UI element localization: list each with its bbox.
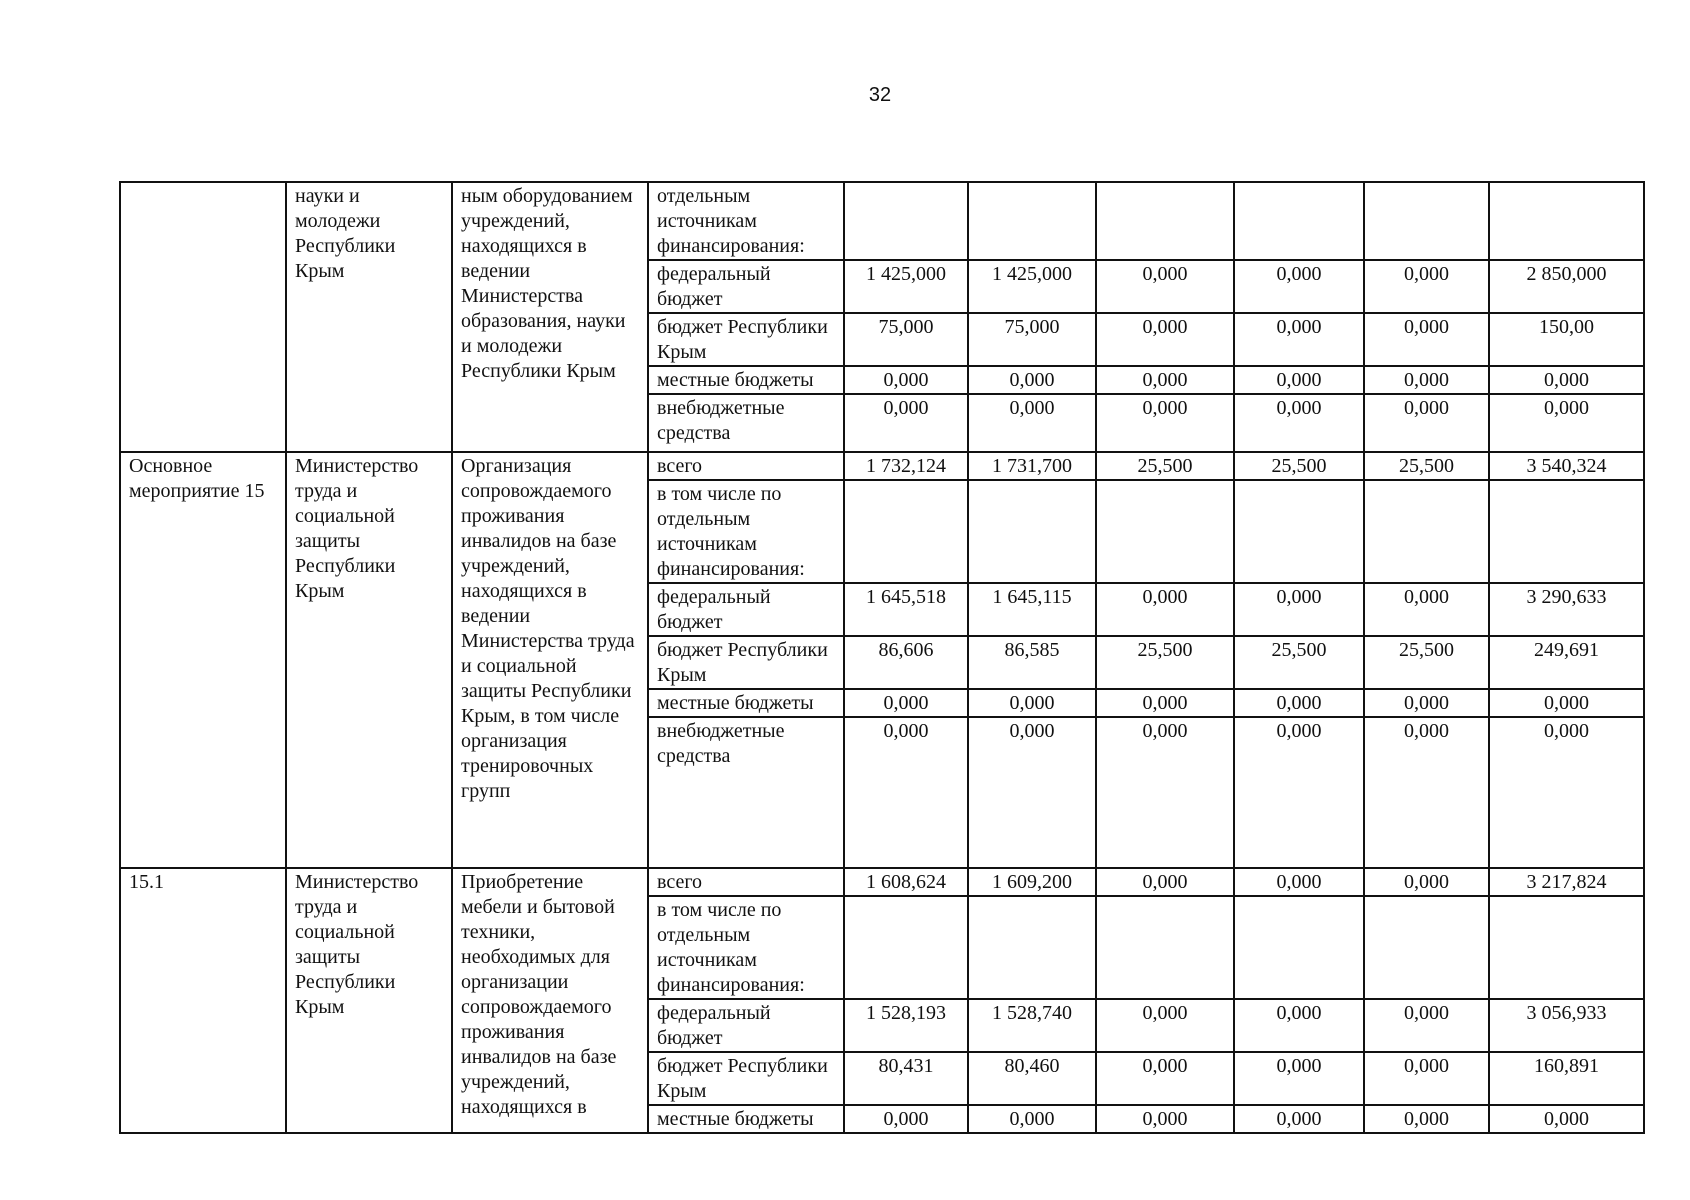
cell-value: 150,00: [1489, 313, 1644, 366]
cell-source: всего: [648, 868, 844, 896]
cell-value: 0,000: [1096, 394, 1234, 452]
cell-value: 0,000: [1096, 313, 1234, 366]
cell-value: 160,891: [1489, 1052, 1644, 1105]
cell-description: Приобретение мебели и бытовой техники, необходимых для организации сопровождаемого проживания инвалидов на базе учреждений, находящихся в: [452, 868, 648, 1133]
cell-value: 1 731,700: [968, 452, 1096, 480]
cell-value: 0,000: [1096, 689, 1234, 717]
cell-value: 0,000: [968, 717, 1096, 868]
cell-event: 15.1: [120, 868, 286, 1133]
cell-value: [1364, 480, 1489, 583]
cell-value: [1364, 182, 1489, 260]
cell-source: бюджет Республики Крым: [648, 1052, 844, 1105]
budget-table-body: [120, 182, 1644, 1133]
cell-description: ным оборудованием учреждений, находящихся в ведении Министерства образования, науки и молодежи Республики Крым: [452, 182, 648, 452]
cell-value: 0,000: [1234, 1052, 1364, 1105]
cell-source: всего: [648, 452, 844, 480]
cell-event: Основное мероприятие 15: [120, 452, 286, 868]
cell-value: 0,000: [1234, 999, 1364, 1052]
cell-value: 25,500: [1234, 636, 1364, 689]
cell-value: 0,000: [1096, 868, 1234, 896]
cell-value: 1 528,740: [968, 999, 1096, 1052]
cell-value: 0,000: [968, 394, 1096, 452]
cell-value: [968, 480, 1096, 583]
cell-executor: Министерство труда и социальной защиты Республики Крым: [286, 452, 452, 868]
cell-value: 2 850,000: [1489, 260, 1644, 313]
cell-description: Организация сопровождаемого проживания инвалидов на базе учреждений, находящихся в ведении Министерства труда и социальной защиты Республики Крым, в том числе организация тренировочных групп: [452, 452, 648, 868]
cell-value: [968, 896, 1096, 999]
cell-value: 0,000: [968, 366, 1096, 394]
cell-value: 75,000: [844, 313, 968, 366]
cell-value: 1 425,000: [844, 260, 968, 313]
cell-value: 1 528,193: [844, 999, 968, 1052]
cell-value: 0,000: [1364, 999, 1489, 1052]
cell-value: 0,000: [1364, 366, 1489, 394]
cell-value: 0,000: [1364, 1105, 1489, 1133]
cell-value: 3 540,324: [1489, 452, 1644, 480]
cell-value: 0,000: [1364, 583, 1489, 636]
cell-value: 0,000: [1364, 260, 1489, 313]
cell-value: 86,606: [844, 636, 968, 689]
cell-value: 0,000: [1364, 689, 1489, 717]
cell-value: 0,000: [1234, 583, 1364, 636]
cell-value: 0,000: [1489, 366, 1644, 394]
cell-value: [1234, 480, 1364, 583]
cell-value: 0,000: [1096, 583, 1234, 636]
cell-value: 0,000: [1096, 1052, 1234, 1105]
cell-value: [1364, 896, 1489, 999]
cell-source: отдельным источникам финансирования:: [648, 182, 844, 260]
cell-value: [1096, 182, 1234, 260]
cell-value: 0,000: [1234, 394, 1364, 452]
cell-value: 25,500: [1096, 452, 1234, 480]
cell-value: 3 217,824: [1489, 868, 1644, 896]
cell-source: бюджет Республики Крым: [648, 313, 844, 366]
page-number: 32: [868, 84, 892, 106]
cell-value: 3 056,933: [1489, 999, 1644, 1052]
cell-source: в том числе по отдельным источникам финансирования:: [648, 480, 844, 583]
cell-value: 0,000: [1096, 366, 1234, 394]
cell-value: [1096, 896, 1234, 999]
cell-value: [1096, 480, 1234, 583]
cell-value: 0,000: [1234, 689, 1364, 717]
cell-value: 80,460: [968, 1052, 1096, 1105]
cell-value: 0,000: [1489, 717, 1644, 868]
cell-value: 0,000: [1096, 1105, 1234, 1133]
cell-source: местные бюджеты: [648, 689, 844, 717]
cell-value: 80,431: [844, 1052, 968, 1105]
cell-value: [968, 182, 1096, 260]
cell-value: 0,000: [1364, 717, 1489, 868]
cell-value: 0,000: [1234, 717, 1364, 868]
cell-source: бюджет Республики Крым: [648, 636, 844, 689]
cell-executor: Министерство труда и социальной защиты Республики Крым: [286, 868, 452, 1133]
table-row: [120, 182, 1644, 260]
cell-value: 0,000: [1096, 717, 1234, 868]
cell-value: 0,000: [844, 689, 968, 717]
cell-value: 249,691: [1489, 636, 1644, 689]
cell-value: 1 732,124: [844, 452, 968, 480]
cell-value: [844, 480, 968, 583]
cell-value: 0,000: [1096, 999, 1234, 1052]
cell-value: 75,000: [968, 313, 1096, 366]
cell-value: 25,500: [1234, 452, 1364, 480]
table-row: [120, 868, 1644, 896]
cell-value: 0,000: [844, 394, 968, 452]
cell-value: 0,000: [1234, 313, 1364, 366]
cell-value: 25,500: [1364, 452, 1489, 480]
cell-value: 0,000: [1364, 868, 1489, 896]
cell-value: 1 425,000: [968, 260, 1096, 313]
cell-event: [120, 182, 286, 452]
cell-value: 1 609,200: [968, 868, 1096, 896]
cell-value: [844, 896, 968, 999]
cell-value: 0,000: [1234, 366, 1364, 394]
cell-value: 0,000: [1096, 260, 1234, 313]
cell-value: 0,000: [844, 366, 968, 394]
cell-value: 0,000: [1234, 1105, 1364, 1133]
cell-value: 0,000: [1234, 868, 1364, 896]
table-row: [120, 452, 1644, 480]
cell-source: внебюджетные средства: [648, 717, 844, 868]
cell-value: 0,000: [1489, 689, 1644, 717]
cell-value: 25,500: [1364, 636, 1489, 689]
cell-value: 0,000: [968, 689, 1096, 717]
cell-value: 0,000: [1364, 1052, 1489, 1105]
cell-value: 0,000: [844, 1105, 968, 1133]
budget-table: [119, 181, 1645, 1134]
cell-value: 0,000: [968, 1105, 1096, 1133]
cell-value: 1 645,115: [968, 583, 1096, 636]
cell-value: [1489, 480, 1644, 583]
cell-executor: науки и молодежи Республики Крым: [286, 182, 452, 452]
cell-value: [1234, 896, 1364, 999]
cell-value: [1489, 182, 1644, 260]
cell-value: 1 645,518: [844, 583, 968, 636]
cell-value: 0,000: [1489, 1105, 1644, 1133]
cell-source: федеральный бюджет: [648, 999, 844, 1052]
cell-value: 25,500: [1096, 636, 1234, 689]
cell-value: 1 608,624: [844, 868, 968, 896]
cell-source: в том числе по отдельным источникам финансирования:: [648, 896, 844, 999]
cell-value: 0,000: [1364, 394, 1489, 452]
cell-value: 0,000: [844, 717, 968, 868]
cell-value: 0,000: [1489, 394, 1644, 452]
cell-source: местные бюджеты: [648, 366, 844, 394]
cell-value: 3 290,633: [1489, 583, 1644, 636]
cell-value: 86,585: [968, 636, 1096, 689]
cell-source: местные бюджеты: [648, 1105, 844, 1133]
cell-value: [1234, 182, 1364, 260]
cell-source: федеральный бюджет: [648, 583, 844, 636]
cell-value: 0,000: [1234, 260, 1364, 313]
cell-value: [844, 182, 968, 260]
cell-value: 0,000: [1364, 313, 1489, 366]
cell-source: федеральный бюджет: [648, 260, 844, 313]
cell-source: внебюджетные средства: [648, 394, 844, 452]
cell-value: [1489, 896, 1644, 999]
